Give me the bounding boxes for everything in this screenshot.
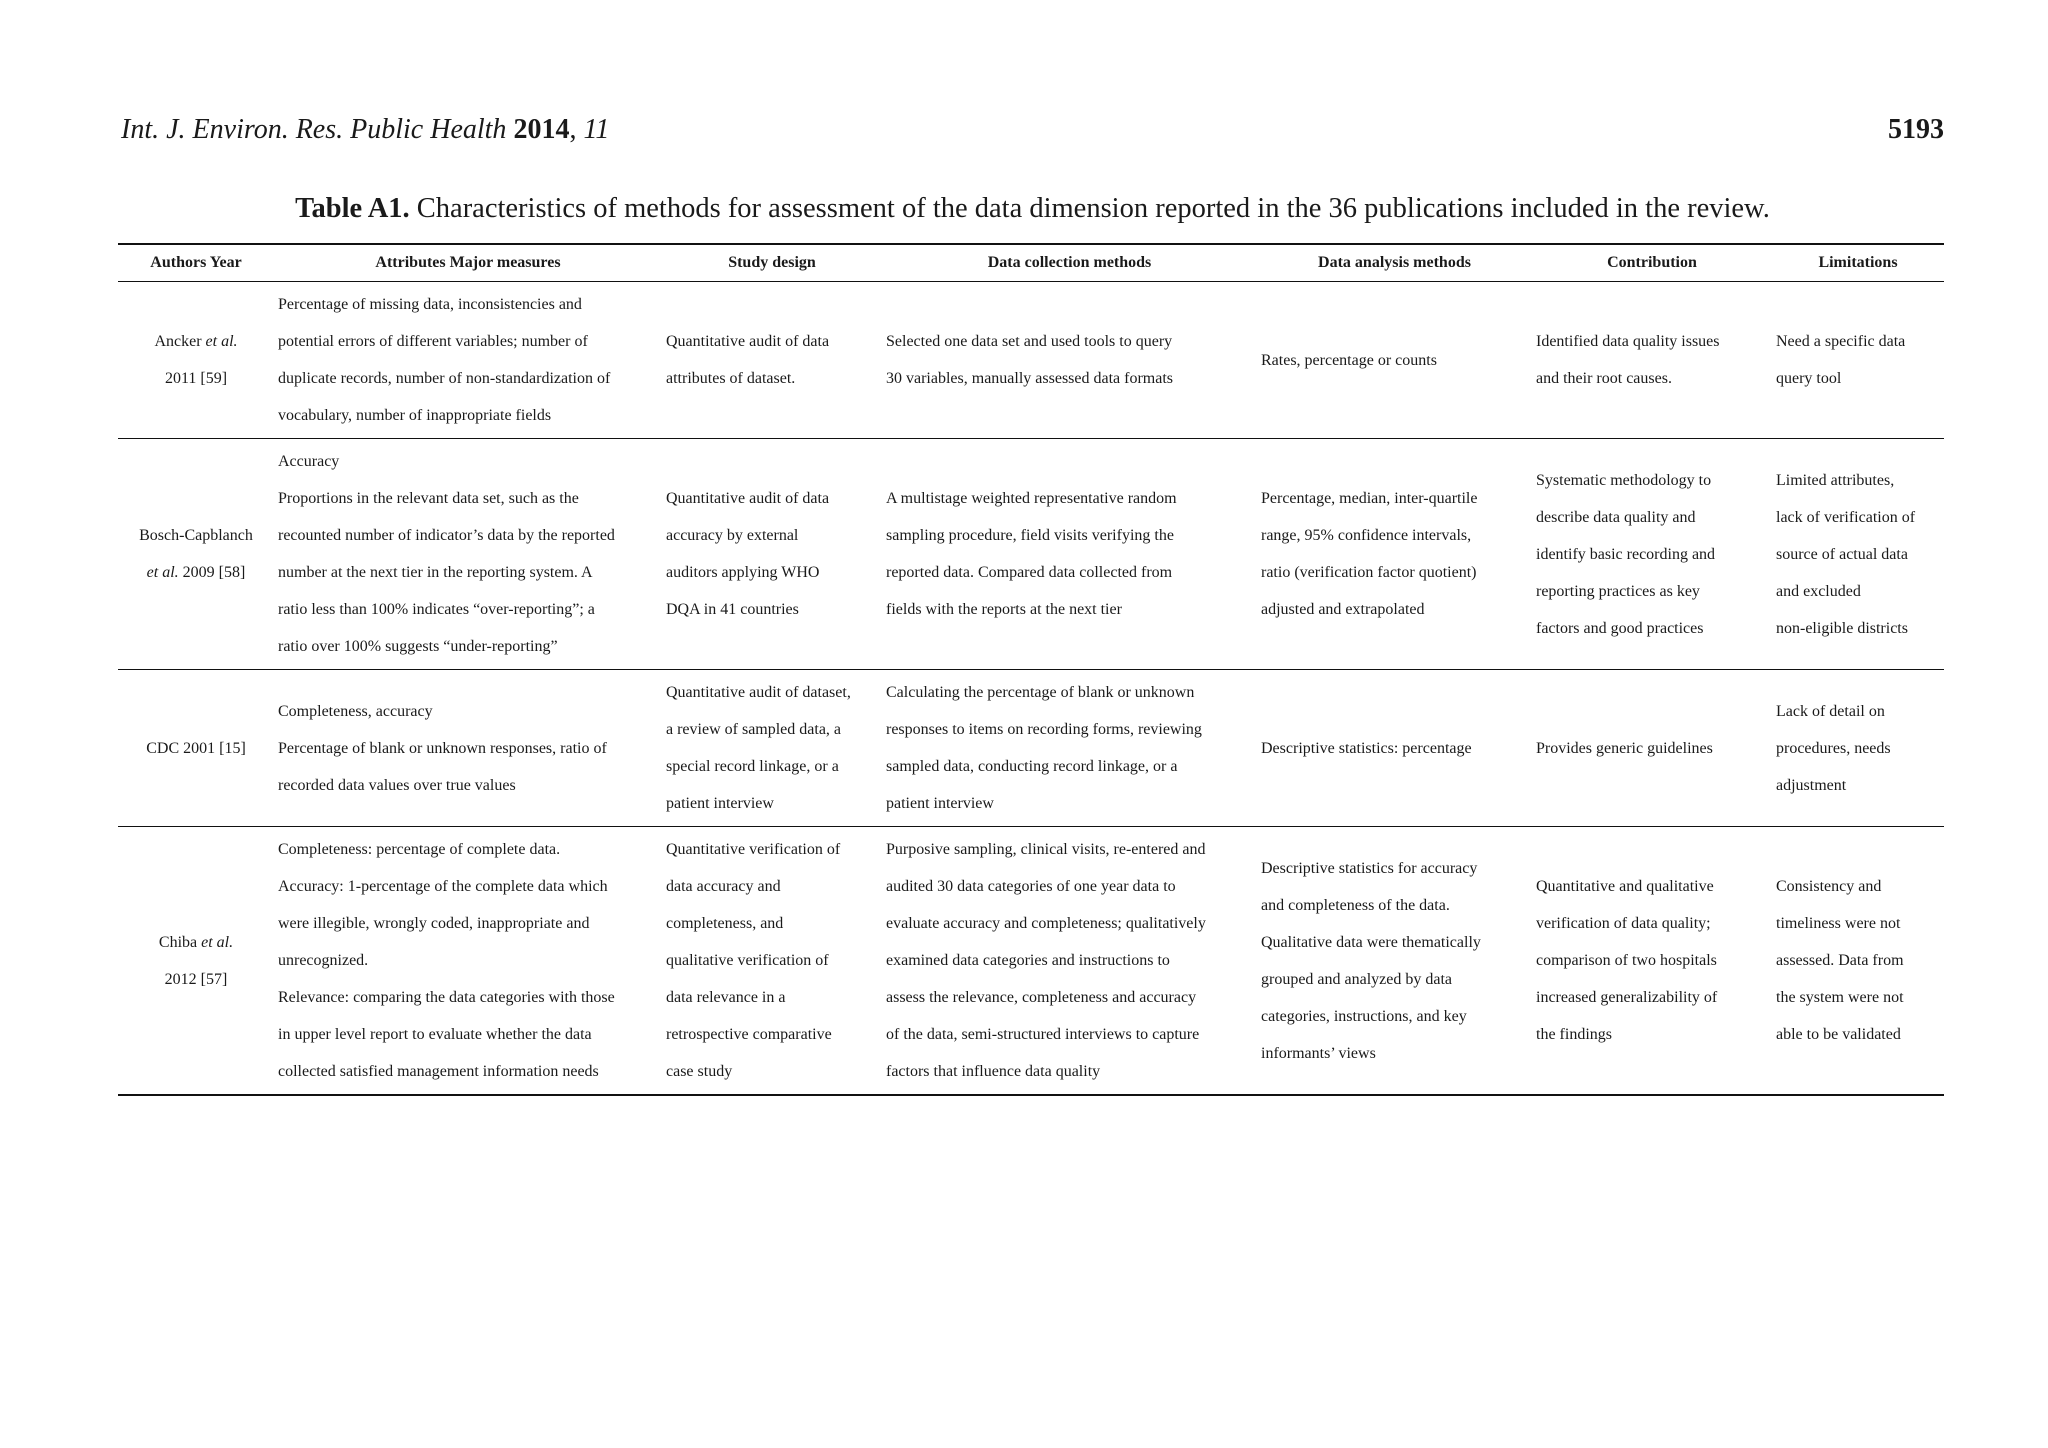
cell-contribution — [1532, 670, 1772, 827]
cell-line: the system were not — [1776, 989, 1904, 1006]
cell-attributes — [274, 827, 662, 1096]
author-text: 2012 [57] — [164, 970, 228, 988]
cell-line: fields with the reports at the next tier — [886, 601, 1122, 618]
table-row — [118, 439, 1944, 670]
running-head — [121, 108, 1944, 152]
cell-line: able to be validated — [1776, 1026, 1901, 1043]
cell-line: completeness, and — [666, 915, 784, 932]
cell-line: factors and good practices — [1536, 619, 1704, 637]
cell-line: Quantitative audit of data — [666, 490, 830, 507]
author-line — [118, 730, 274, 767]
cell-line: Proportions in the relevant data set, such as the — [278, 490, 579, 507]
table-header-row — [118, 244, 1944, 282]
cell-line: Purposive sampling, clinical visits, re-entered and — [886, 841, 1206, 858]
cell-line: Quantitative audit of dataset, — [666, 684, 851, 701]
cell-line: identify basic recording and — [1536, 545, 1716, 563]
et-al-text: et al. — [205, 333, 238, 350]
cell-line: adjusted and extrapolated — [1261, 601, 1425, 618]
author-text: Ancker — [154, 333, 206, 350]
table-row — [118, 282, 1944, 439]
journal-name: Int. J. Environ. Res. Public Health — [121, 114, 507, 145]
cell-line: source of actual data — [1776, 545, 1908, 563]
cell-line: lack of verification of — [1776, 508, 1916, 526]
column-header: Data analysis methods — [1257, 244, 1532, 282]
cell-line: A multistage weighted representative random — [886, 490, 1177, 507]
cell-line: duplicate records, number of non-standardization of — [278, 370, 611, 387]
cell-line: Percentage of blank or unknown responses, ratio of — [278, 739, 607, 757]
cell-data-collection — [882, 670, 1257, 827]
cell-line: patient interview — [886, 795, 994, 812]
table-row — [118, 827, 1944, 1096]
cell-line: Systematic methodology to — [1536, 471, 1712, 489]
cell-line: Rates, percentage or counts — [1261, 351, 1437, 369]
cell-data-analysis — [1257, 439, 1532, 670]
cell-line: assess the relevance, completeness and accuracy — [886, 989, 1197, 1006]
cell-limitations — [1772, 439, 1944, 670]
cell-line: Percentage of missing data, inconsistencies and — [278, 296, 582, 313]
cell-line: factors that influence data quality — [886, 1063, 1101, 1080]
cell-line: verification of data quality; — [1536, 915, 1711, 932]
et-al-text: et al. — [201, 933, 234, 951]
cell-authors — [118, 282, 274, 439]
table-row — [118, 670, 1944, 827]
cell-data-analysis — [1257, 282, 1532, 439]
cell-line: case study — [666, 1063, 733, 1080]
cell-line: Qualitative data were thematically — [1261, 933, 1481, 951]
cell-line: assessed. Data from — [1776, 952, 1904, 969]
cell-line: retrospective comparative — [666, 1026, 832, 1043]
cell-line: ratio less than 100% indicates “over-reporting”; a — [278, 601, 595, 618]
cell-line: examined data categories and instructions to — [886, 952, 1170, 969]
cell-line: evaluate accuracy and completeness; qualitatively — [886, 915, 1206, 932]
cell-line: reporting practices as key — [1536, 582, 1700, 600]
cell-line: collected satisfied management information needs — [278, 1063, 599, 1080]
journal-citation: Int. J. Environ. Res. Public Health 2014, 11 — [121, 114, 610, 145]
cell-line: categories, instructions, and key — [1261, 1007, 1467, 1025]
cell-line: procedures, needs — [1776, 739, 1891, 757]
column-header: Data collection methods — [882, 244, 1257, 282]
cell-contribution — [1532, 827, 1772, 1096]
et-al-text: et al. — [146, 564, 179, 581]
journal-volume: 11 — [583, 114, 610, 145]
cell-line: qualitative verification of — [666, 952, 829, 969]
cell-contribution — [1532, 439, 1772, 670]
page-number: 5193 — [1888, 114, 1944, 145]
cell-line: Descriptive statistics for accuracy — [1261, 859, 1478, 877]
cell-line: Quantitative verification of — [666, 841, 841, 858]
author-line — [118, 924, 274, 961]
cell-line: query tool — [1776, 370, 1842, 387]
table-caption-text: Characteristics of methods for assessment of the data dimension reported in the 36 publications included in the review. — [416, 193, 1770, 224]
data-table — [118, 243, 1944, 1096]
cell-line: comparison of two hospitals — [1536, 952, 1717, 969]
cell-line: patient interview — [666, 795, 774, 812]
cell-line: ratio (verification factor quotient) — [1261, 564, 1477, 581]
cell-study-design — [662, 282, 882, 439]
cell-line: number at the next tier in the reporting system. A — [278, 564, 593, 581]
column-header: Contribution — [1532, 244, 1772, 282]
cell-line: Lack of detail on — [1776, 702, 1885, 720]
table-container — [118, 243, 1944, 1096]
cell-line: increased generalizability of — [1536, 989, 1718, 1006]
cell-study-design — [662, 670, 882, 827]
cell-limitations — [1772, 670, 1944, 827]
cell-line: auditors applying WHO — [666, 564, 820, 581]
table-label: Table A1. — [295, 193, 410, 224]
author-text: 2011 [59] — [164, 370, 228, 387]
cell-line: in upper level report to evaluate whether the data — [278, 1026, 592, 1043]
cell-line: of the data, semi-structured interviews to capture — [886, 1026, 1200, 1043]
table-caption — [121, 193, 1944, 225]
cell-limitations — [1772, 827, 1944, 1096]
cell-line: Need a specific data — [1776, 333, 1906, 350]
cell-authors — [118, 439, 274, 670]
cell-line: range, 95% confidence intervals, — [1261, 527, 1472, 544]
cell-attributes — [274, 439, 662, 670]
cell-line: timeliness were not — [1776, 915, 1901, 932]
cell-line: 30 variables, manually assessed data formats — [886, 370, 1174, 387]
cell-line: Identified data quality issues — [1536, 333, 1720, 350]
cell-data-collection — [882, 439, 1257, 670]
cell-line: sampled data, conducting record linkage, or a — [886, 758, 1178, 775]
cell-attributes — [274, 282, 662, 439]
cell-line: Percentage, median, inter-quartile — [1261, 490, 1478, 507]
cell-line: Provides generic guidelines — [1536, 739, 1713, 757]
author-line — [118, 323, 274, 360]
column-header: Attributes Major measures — [274, 244, 662, 282]
column-header: Study design — [662, 244, 882, 282]
cell-line: vocabulary, number of inappropriate fields — [278, 407, 552, 424]
cell-data-collection — [882, 282, 1257, 439]
cell-line: Calculating the percentage of blank or unknown — [886, 684, 1195, 701]
cell-line: unrecognized. — [278, 952, 369, 969]
cell-data-collection — [882, 827, 1257, 1096]
cell-line: and their root causes. — [1536, 370, 1672, 387]
column-header: Authors Year — [118, 244, 274, 282]
cell-line: and completeness of the data. — [1261, 896, 1450, 914]
cell-data-analysis — [1257, 670, 1532, 827]
author-line — [118, 360, 274, 397]
cell-line: describe data quality and — [1536, 508, 1696, 526]
cell-study-design — [662, 827, 882, 1096]
cell-line: recounted number of indicator’s data by the reported — [278, 527, 615, 544]
column-header: Limitations — [1772, 244, 1944, 282]
cell-contribution — [1532, 282, 1772, 439]
cell-line: Consistency and — [1776, 878, 1882, 895]
cell-line: data relevance in a — [666, 989, 786, 1006]
author-text: Bosch-Capblanch — [139, 527, 253, 544]
cell-line: Accuracy — [278, 453, 340, 470]
author-text: CDC 2001 [15] — [146, 739, 246, 757]
cell-study-design — [662, 439, 882, 670]
cell-line: data accuracy and — [666, 878, 781, 895]
cell-line: adjustment — [1776, 776, 1847, 794]
cell-line: the findings — [1536, 1026, 1612, 1043]
table-body — [118, 282, 1944, 1096]
cell-line: Relevance: comparing the data categories with those — [278, 989, 615, 1006]
cell-line: informants’ views — [1261, 1044, 1376, 1062]
author-line — [118, 554, 274, 591]
cell-line: Quantitative audit of data — [666, 333, 830, 350]
cell-attributes — [274, 670, 662, 827]
cell-authors — [118, 827, 274, 1096]
cell-line: Completeness, accuracy — [278, 702, 433, 720]
cell-line: ratio over 100% suggests “under-reporting” — [278, 638, 558, 655]
cell-line: audited 30 data categories of one year data to — [886, 878, 1176, 895]
author-line — [118, 517, 274, 554]
cell-line: Completeness: percentage of complete data. — [278, 841, 561, 858]
cell-line: and excluded — [1776, 582, 1861, 600]
cell-line: accuracy by external — [666, 527, 799, 544]
cell-line: attributes of dataset. — [666, 370, 796, 387]
cell-line: recorded data values over true values — [278, 776, 516, 794]
cell-line: Quantitative and qualitative — [1536, 878, 1714, 895]
cell-limitations — [1772, 282, 1944, 439]
cell-authors — [118, 670, 274, 827]
cell-line: Limited attributes, — [1776, 471, 1895, 489]
cell-line: Selected one data set and used tools to query — [886, 333, 1173, 350]
cell-data-analysis — [1257, 827, 1532, 1096]
cell-line: were illegible, wrongly coded, inappropriate and — [278, 915, 590, 932]
cell-line: sampling procedure, field visits verifying the — [886, 527, 1174, 544]
cell-line: reported data. Compared data collected from — [886, 564, 1173, 581]
cell-line: non-eligible districts — [1776, 619, 1908, 637]
journal-year: 2014 — [513, 114, 570, 145]
cell-line: special record linkage, or a — [666, 758, 839, 775]
cell-line: potential errors of different variables; number of — [278, 333, 588, 350]
cell-line: DQA in 41 countries — [666, 601, 799, 618]
author-text: Chiba — [158, 933, 202, 951]
cell-line: grouped and analyzed by data — [1261, 970, 1453, 988]
cell-line: responses to items on recording forms, reviewing — [886, 721, 1202, 738]
author-text: 2009 [58] — [178, 564, 246, 581]
author-line — [118, 961, 274, 998]
cell-line: Descriptive statistics: percentage — [1261, 739, 1472, 757]
cell-line: a review of sampled data, a — [666, 721, 842, 738]
cell-line: Accuracy: 1-percentage of the complete data which — [278, 878, 608, 895]
